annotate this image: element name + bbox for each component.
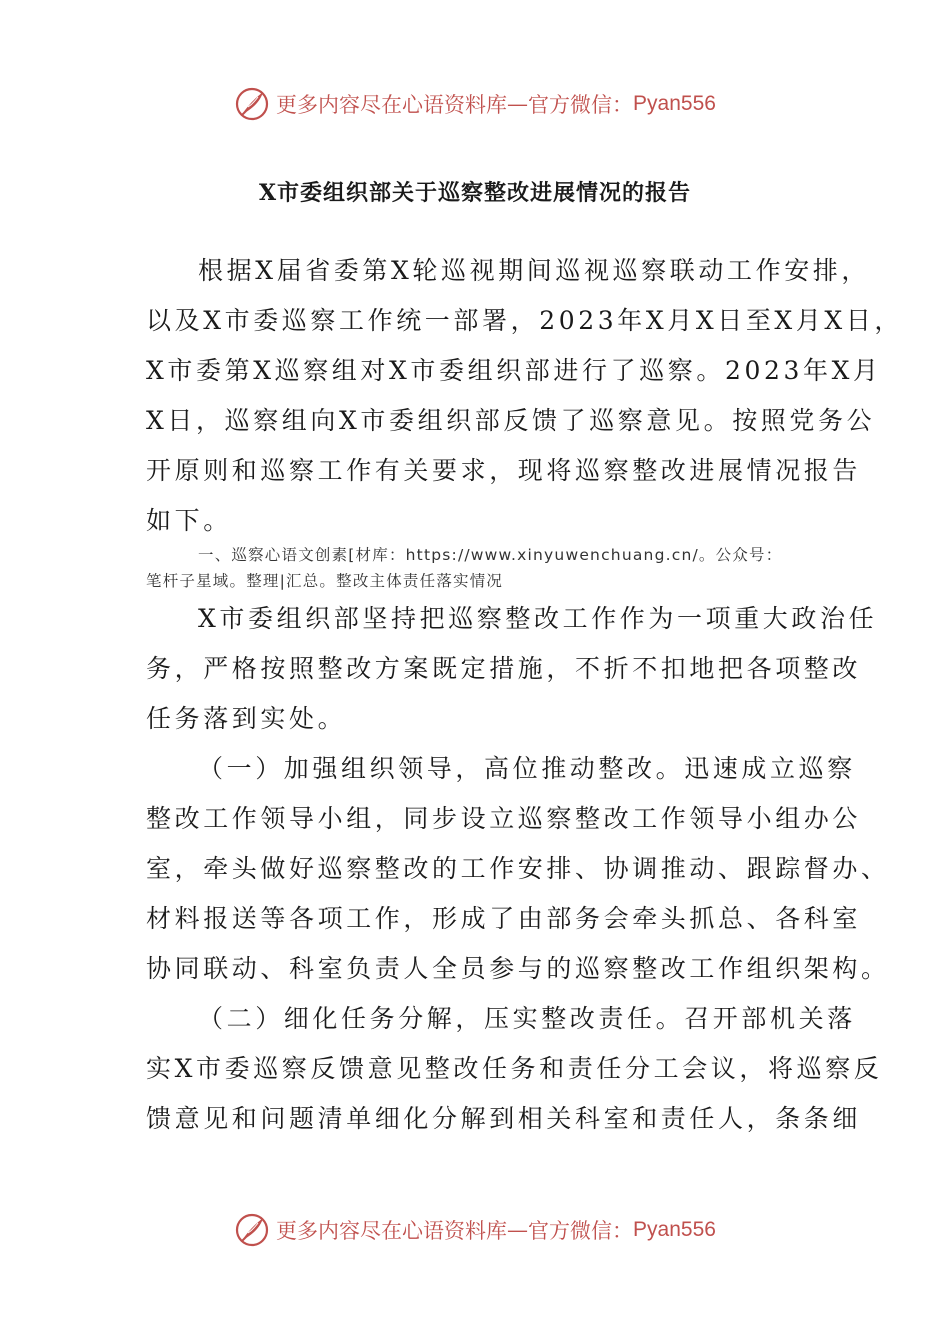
- item-one-paragraph: [146, 744, 890, 994]
- text-line: 开原则和巡察工作有关要求，现将巡察整改进展情况报告: [146, 456, 862, 485]
- quill-pen-logo-icon: [234, 1212, 270, 1248]
- section-intro-paragraph: [146, 594, 878, 744]
- footer-wechat-label: 官方微信：: [528, 1219, 634, 1243]
- footer-banner-dash: —: [507, 1218, 529, 1242]
- text-line: 以及X市委巡察工作统一部署，2023年X月X日至X月X日，: [146, 306, 904, 335]
- header-wechat-label: 官方微信：: [528, 93, 634, 117]
- text-line: 笔杆子星域。整理|汇总。整改主体责任落实情况: [146, 572, 504, 590]
- text-line: 馈意见和问题清单细化分解到相关科室和责任人，条条细: [146, 1104, 862, 1133]
- text-line: 任务落到实处。: [146, 704, 347, 733]
- footer-banner-text: 更多内容尽在心语资料库: [276, 1219, 508, 1243]
- footer-banner: [0, 1206, 950, 1254]
- text-line: X日，巡察组向X市委组织部反馈了巡察意见。按照党务公: [146, 406, 876, 435]
- text-line: （一）加强组织领导，高位推动整改。迅速成立巡察: [198, 754, 856, 783]
- text-line: （二）细化任务分解，压实整改责任。召开部机关落: [198, 1004, 856, 1033]
- header-banner: [0, 80, 950, 128]
- header-banner-dash: —: [507, 92, 529, 116]
- text-line: 材料报送等各项工作，形成了由部务会牵头抓总、各科室: [146, 904, 862, 933]
- text-line: X市委第X巡察组对X市委组织部进行了巡察。2023年X月: [146, 356, 882, 385]
- text-line: 如下。: [146, 506, 232, 535]
- text-line: 室，牵头做好巡察整改的工作安排、协调推动、跟踪督办、: [146, 854, 890, 883]
- text-line: 实X市委巡察反馈意见整改任务和责任分工会议，将巡察反: [146, 1054, 883, 1083]
- document-title: X市委组织部关于巡察整改进展情况的报告: [258, 180, 692, 206]
- quill-pen-logo-icon: [234, 86, 270, 122]
- header-banner-text: 更多内容尽在心语资料库: [276, 93, 508, 117]
- item-two-paragraph: [146, 994, 883, 1144]
- intro-paragraph: [146, 246, 904, 546]
- text-line: 一、巡察心语文创素[材库：https://www.xinyuwenchuang.cn/。公众号：: [198, 546, 783, 564]
- footer-wechat-id: Pyan556: [633, 1218, 716, 1241]
- text-line: 根据X届省委第X轮巡视期间巡视巡察联动工作安排，: [198, 256, 870, 285]
- text-line: X市委组织部坚持把巡察整改工作作为一项重大政治任: [198, 604, 878, 633]
- text-line: 协同联动、科室负责人全员参与的巡察整改工作组织架构。: [146, 954, 890, 983]
- section-heading: [146, 542, 826, 594]
- text-line: 整改工作领导小组，同步设立巡察整改工作领导小组办公: [146, 804, 862, 833]
- text-line: 务，严格按照整改方案既定措施，不折不扣地把各项整改: [146, 654, 862, 683]
- header-wechat-id: Pyan556: [633, 92, 716, 115]
